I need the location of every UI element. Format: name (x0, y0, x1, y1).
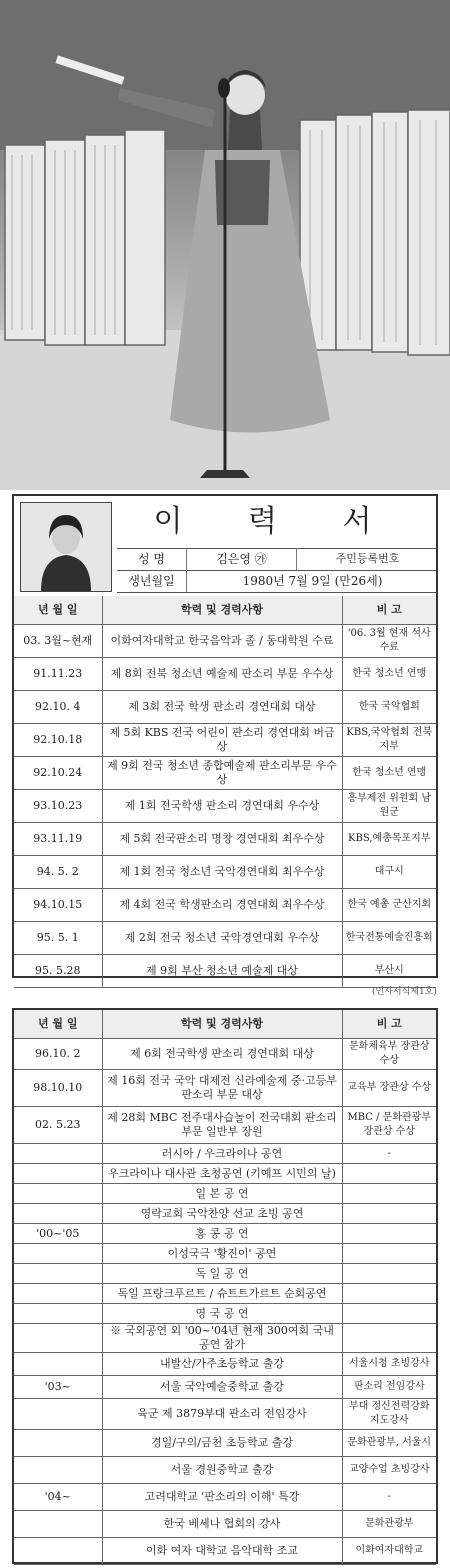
row-note (342, 1284, 436, 1304)
row-date (14, 1264, 102, 1284)
row-note: KBS,국악협회 전북지부 (342, 724, 436, 757)
row-date (14, 1184, 102, 1204)
resume-page-1 (12, 494, 438, 978)
row-date: 98.10.10 (14, 1070, 102, 1107)
history-table-1 (14, 596, 436, 988)
table-row (14, 1070, 436, 1107)
row-note: 이화여자대학교 (342, 1538, 436, 1565)
table-row (14, 757, 436, 790)
row-date (14, 1399, 102, 1430)
row-date: 02. 5.23 (14, 1107, 102, 1144)
row-desc: 제 16회 전국 국악 대제전 신라예술제 중·고등부 판소리 부문 대상 (102, 1070, 342, 1107)
table-header (14, 596, 436, 625)
row-desc: 제 6회 전국학생 판소리 경연대회 대상 (102, 1039, 342, 1070)
row-date (14, 1244, 102, 1264)
row-date: 95. 5.28 (14, 955, 102, 988)
row-desc: 서울 경원중학교 출강 (102, 1457, 342, 1484)
row-note: 한국 청소년 연맹 (342, 757, 436, 790)
row-note: 한국 예총 군산지회 (342, 889, 436, 922)
row-desc: 육군 제 3879부대 판소리 전임강사 (102, 1399, 342, 1430)
row-note: 교양수업 초빙강사 (342, 1457, 436, 1484)
row-date (14, 1324, 102, 1353)
row-desc: 러시아 / 우크라이나 공연 (102, 1144, 342, 1164)
table-row (14, 955, 436, 988)
row-date (14, 1430, 102, 1457)
row-desc: 우크라이나 대사관 초청공연 (키예프 시민의 날) (102, 1164, 342, 1184)
table-row (14, 1204, 436, 1224)
row-date: '04~ (14, 1484, 102, 1511)
row-note (342, 1204, 436, 1224)
row-desc: 독일 프랑크푸르트 / 슈트트가르트 순회공연 (102, 1284, 342, 1304)
row-note (342, 1164, 436, 1184)
row-desc: 제 3회 전국 학생 판소리 경연대회 대상 (102, 691, 342, 724)
row-note: KBS,예총목포지부 (342, 823, 436, 856)
row-desc: 한국 베세나 협회의 강사 (102, 1511, 342, 1538)
table-row (14, 1376, 436, 1399)
row-note: 대구시 (342, 856, 436, 889)
row-date (14, 1304, 102, 1324)
row-desc: 고려대학교 '판소리의 이해' 특강 (102, 1484, 342, 1511)
row-date (14, 1164, 102, 1184)
portrait-photo (20, 502, 112, 592)
table-row (14, 889, 436, 922)
table-row (14, 1284, 436, 1304)
table-row (14, 823, 436, 856)
row-desc: 내발산/가주초등학교 출강 (102, 1353, 342, 1376)
row-desc: ※ 국외공연 외 '00~'04년 현재 300여회 국내공연 참가 (102, 1324, 342, 1353)
birth-value: 1980년 7월 9일 (만26세) (242, 574, 383, 588)
performer-image (0, 0, 450, 490)
row-date: '00~'05 (14, 1224, 102, 1244)
row-note (342, 1264, 436, 1284)
table-row (14, 625, 436, 658)
column-header: 년 월 일 (14, 1010, 102, 1039)
table-row (14, 922, 436, 955)
row-date: 96.10. 2 (14, 1039, 102, 1070)
column-header: 비 고 (342, 596, 436, 625)
column-header: 학력 및 경력사항 (102, 596, 342, 625)
row-note: 문화체육부 장관상 수상 (342, 1039, 436, 1070)
table-row (14, 1399, 436, 1430)
row-desc: 제 8회 전북 청소년 예술제 판소리 부문 우수상 (102, 658, 342, 691)
table-row (14, 1353, 436, 1376)
row-note: 부산시 (342, 955, 436, 988)
row-date: 94. 5. 2 (14, 856, 102, 889)
row-desc: 제 2회 전국 청소년 국악경연대회 우수상 (102, 922, 342, 955)
row-note: 한국 청소년 연맹 (342, 658, 436, 691)
row-desc: 서울 국악예술중학교 출강 (102, 1376, 342, 1399)
row-note: 문화관광부, 서울시 (342, 1430, 436, 1457)
row-note: 교육부 장관상 수상 (342, 1070, 436, 1107)
row-date (14, 1511, 102, 1538)
table-row (14, 1324, 436, 1353)
id-label: 주민등록번호 (335, 552, 400, 565)
table-row (14, 1538, 436, 1565)
row-date (14, 1284, 102, 1304)
row-desc: 독 일 공 연 (102, 1264, 342, 1284)
row-note (342, 1304, 436, 1324)
row-desc: 경일/구의/금천 초등학교 출강 (102, 1430, 342, 1457)
table-row (14, 658, 436, 691)
history-table-2 (14, 1010, 436, 1565)
row-desc: 영락교회 국악찬양 선교 초빙 공연 (102, 1204, 342, 1224)
row-note: 서울시청 초빙강사 (342, 1353, 436, 1376)
row-note: 한국전통예술진흥회 (342, 922, 436, 955)
row-desc: 제 9회 전국 청소년 종합예술제 판소리부문 우수상 (102, 757, 342, 790)
resume-page-2 (12, 1008, 438, 1564)
row-note: 흥부제전 위원회 남원군 (342, 790, 436, 823)
row-note: - (342, 1144, 436, 1164)
row-desc: 제 9회 부산 청소년 예술제 대상 (102, 955, 342, 988)
portrait-image (21, 503, 111, 591)
table-row (14, 1430, 436, 1457)
row-date (14, 1353, 102, 1376)
row-date (14, 1144, 102, 1164)
row-note: - (342, 1484, 436, 1511)
row-date (14, 1538, 102, 1565)
row-note: '06. 3월 현재 석사수료 (342, 625, 436, 658)
row-note: 부대 정신전력강화 지도강사 (342, 1399, 436, 1430)
table-row (14, 1039, 436, 1070)
table-row (14, 1264, 436, 1284)
birth-row (117, 570, 436, 593)
form-caption: (인사서식제1호) (372, 987, 437, 997)
table-row (14, 1107, 436, 1144)
row-note (342, 1224, 436, 1244)
table-row (14, 1484, 436, 1511)
row-note (342, 1324, 436, 1353)
performance-photo (0, 0, 450, 490)
column-header: 학력 및 경력사항 (102, 1010, 342, 1039)
row-note: MBC / 문화관광부 장관상 수상 (342, 1107, 436, 1144)
row-desc: 제 5회 전국판소리 명창 경연대회 최우수상 (102, 823, 342, 856)
column-header: 년 월 일 (14, 596, 102, 625)
table-row (14, 1511, 436, 1538)
table-row (14, 1224, 436, 1244)
table-header (14, 1010, 436, 1039)
row-desc: 제 1회 전국학생 판소리 경연대회 우수상 (102, 790, 342, 823)
table-row (14, 856, 436, 889)
table-row (14, 1304, 436, 1324)
name-row (117, 548, 436, 571)
row-date: 94.10.15 (14, 889, 102, 922)
table-row (14, 1164, 436, 1184)
row-date (14, 1457, 102, 1484)
table-row (14, 724, 436, 757)
row-date: 95. 5. 1 (14, 922, 102, 955)
row-date: 91.11.23 (14, 658, 102, 691)
row-date: 93.10.23 (14, 790, 102, 823)
row-note (342, 1184, 436, 1204)
row-date: '03~ (14, 1376, 102, 1399)
row-note: 판소리 전임강사 (342, 1376, 436, 1399)
row-note: 한국 국악협회 (342, 691, 436, 724)
table-row (14, 1184, 436, 1204)
row-desc: 제 1회 전국 청소년 국악경연대회 최우수상 (102, 856, 342, 889)
row-desc: 영 국 공 연 (102, 1304, 342, 1324)
birth-label: 생년월일 (117, 570, 187, 592)
row-date: 92.10. 4 (14, 691, 102, 724)
table-row (14, 1144, 436, 1164)
table-row (14, 691, 436, 724)
row-desc: 제 4회 전국 학생판소리 경연대회 최우수상 (102, 889, 342, 922)
row-desc: 이화여자대학교 한국음악과 졸 / 동대학원 수료 (102, 625, 342, 658)
row-desc: 이성국극 '황진이' 공연 (102, 1244, 342, 1264)
row-desc: 제 28회 MBC 전주대사습놀이 전국대회 판소리부문 일반부 장원 (102, 1107, 342, 1144)
row-date: 92.10.18 (14, 724, 102, 757)
row-desc: 이화 여자 대학교 음악대학 조교 (102, 1538, 342, 1565)
row-date: 03. 3월~현재 (14, 625, 102, 658)
row-desc: 제 5회 KBS 전국 어린이 판소리 경연대회 버금상 (102, 724, 342, 757)
row-note (342, 1244, 436, 1264)
document-title: 이 력 서 (117, 496, 436, 549)
row-date: 92.10.24 (14, 757, 102, 790)
table-row (14, 1244, 436, 1264)
column-header: 비 고 (342, 1010, 436, 1039)
table-row (14, 790, 436, 823)
name-label: 성 명 (117, 548, 187, 570)
row-note: 문화관광부 (342, 1511, 436, 1538)
row-desc: 일 본 공 연 (102, 1184, 342, 1204)
table-row (14, 1457, 436, 1484)
row-date: 93.11.19 (14, 823, 102, 856)
row-date (14, 1204, 102, 1224)
name-value: 김은영 ㉮ (187, 548, 297, 570)
row-desc: 홍 콩 공 연 (102, 1224, 342, 1244)
